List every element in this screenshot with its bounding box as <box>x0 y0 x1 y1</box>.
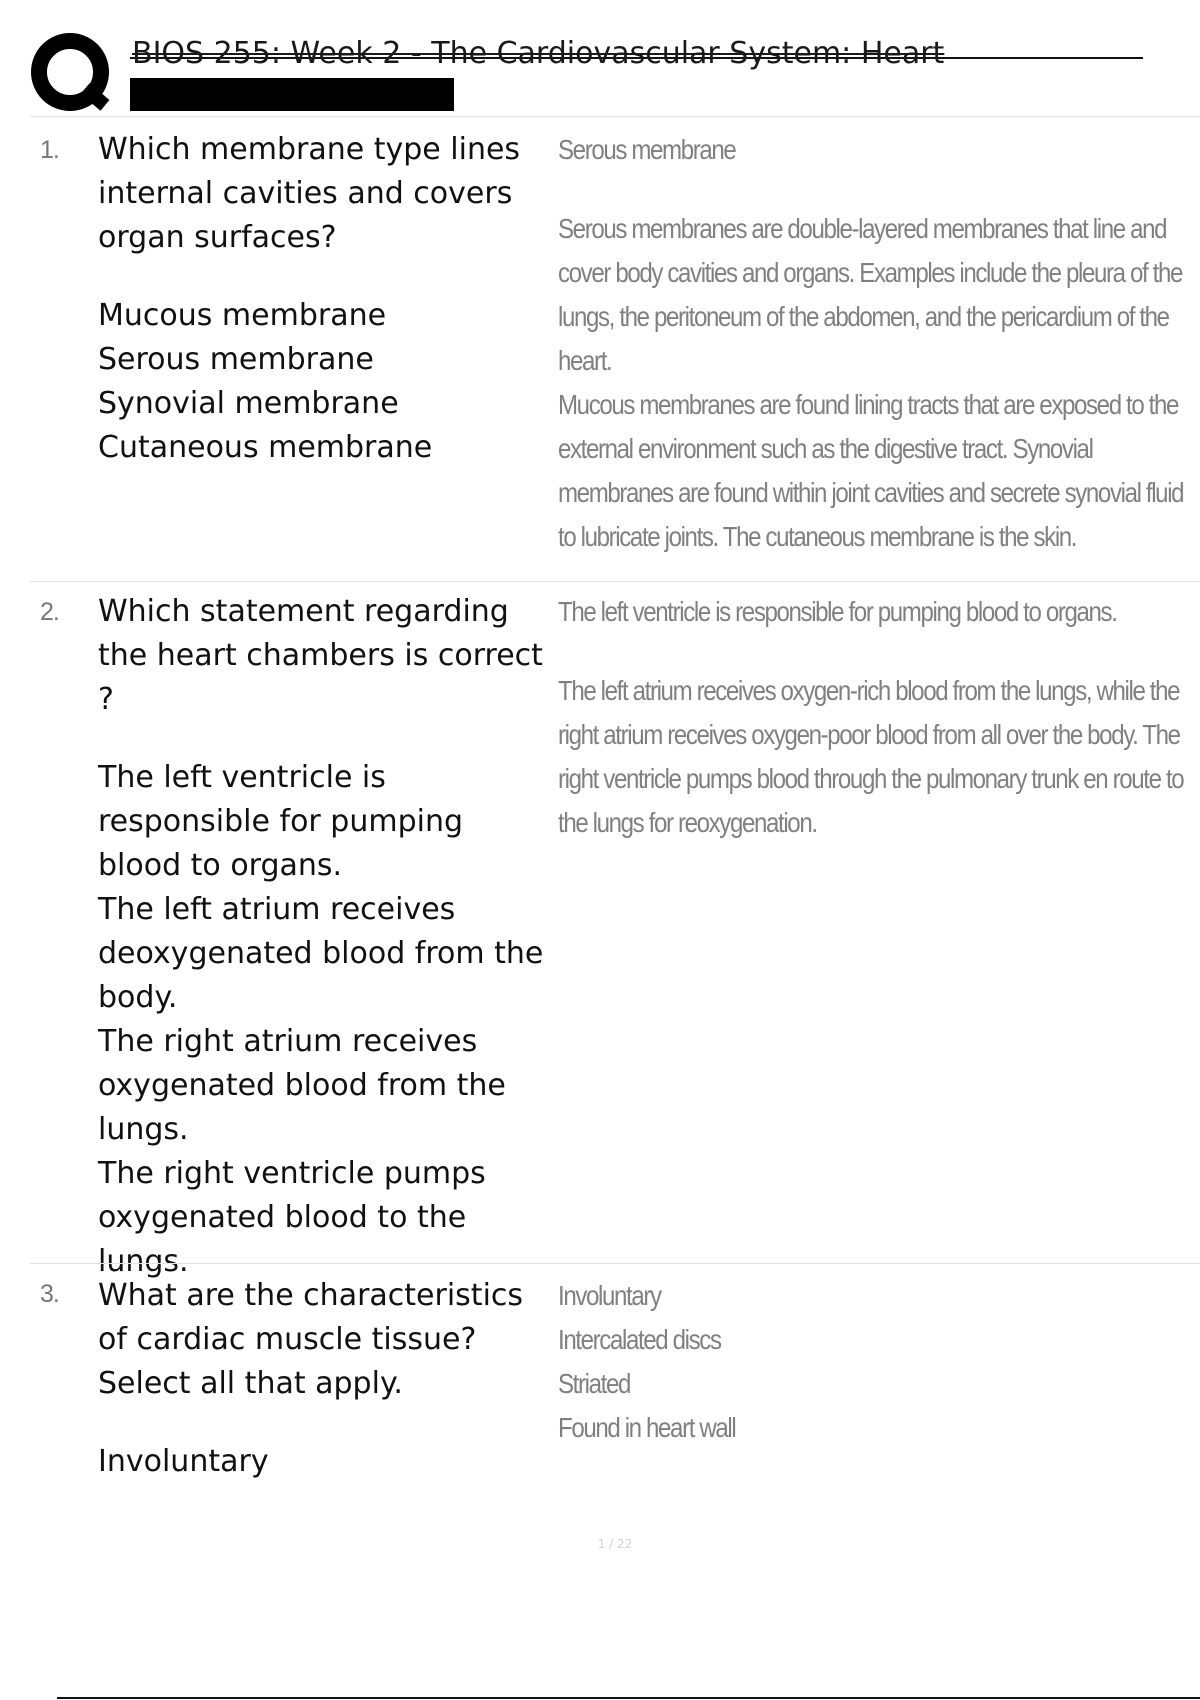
answer-2 <box>558 590 1184 845</box>
divider <box>30 116 1200 117</box>
option-item: The left atrium receives deoxygenated blood from the body. <box>98 892 544 1015</box>
document-title: BIOS 255: Week 2 - The Cardiovascular System: Heart <box>132 36 945 71</box>
answer-text: Striated <box>558 1368 630 1399</box>
answer-text: Serous membrane <box>558 134 736 165</box>
answer-text: The left ventricle is responsible for pumping blood to organs. <box>558 596 1117 627</box>
question-3 <box>98 1274 553 1484</box>
answer-text: Found in heart wall <box>558 1412 736 1443</box>
answer-1 <box>558 128 1184 559</box>
option-item: The left ventricle is responsible for pumping blood to organs. <box>98 760 464 883</box>
footer-rule <box>57 1697 1200 1699</box>
answer-text: Intercalated discs <box>558 1324 721 1355</box>
divider <box>30 1263 1200 1264</box>
question-1 <box>98 128 553 470</box>
option-item: Serous membrane <box>98 342 374 377</box>
question-number: 1. <box>40 136 59 164</box>
page-header <box>0 0 1200 118</box>
option-item: Synovial membrane <box>98 386 399 421</box>
redaction-bar <box>130 78 454 111</box>
option-item: The right ventricle pumps oxygenated blood to the lungs. <box>98 1156 486 1279</box>
explanation-text: The left atrium receives oxygen-rich blood from the lungs, while the right atrium receives oxygen-poor blood from all over the body. The right ventricle pumps blood through the pulmonary trunk en route to the lungs for reoxygenation. <box>558 675 1184 838</box>
answer-3 <box>558 1274 1110 1450</box>
divider <box>30 581 1200 582</box>
option-item: The right atrium receives oxygenated blood from the lungs. <box>98 1024 506 1147</box>
answer-text: Involuntary <box>558 1280 661 1311</box>
option-item: Cutaneous membrane <box>98 430 433 465</box>
question-prompt: Which statement regarding the heart chambers is correct ? <box>98 594 543 717</box>
explanation-text: Serous membranes are double-layered membranes that line and cover body cavities and organs. Examples include the pleura of the lungs, the peritoneum of the abdomen, and the pericardium of the heart. <box>558 213 1182 376</box>
option-item: Involuntary <box>98 1444 269 1479</box>
question-prompt: Which membrane type lines internal cavities and covers organ surfaces? <box>98 132 521 255</box>
question-number: 3. <box>40 1280 59 1308</box>
explanation-text: Mucous membranes are found lining tracts that are exposed to the external environment such as the digestive tract. Synovial membranes are found within joint cavities and secrete synovial fluid to lubricate joints. The cutaneous membrane is the skin. <box>558 389 1184 552</box>
page-number: 1 / 22 <box>597 1537 633 1551</box>
quizlet-logo-icon <box>30 32 112 114</box>
question-2 <box>98 590 553 1284</box>
question-prompt: What are the characteristics of cardiac muscle tissue? Select all that apply. <box>98 1278 524 1401</box>
option-item: Mucous membrane <box>98 298 387 333</box>
question-number: 2. <box>40 598 59 626</box>
